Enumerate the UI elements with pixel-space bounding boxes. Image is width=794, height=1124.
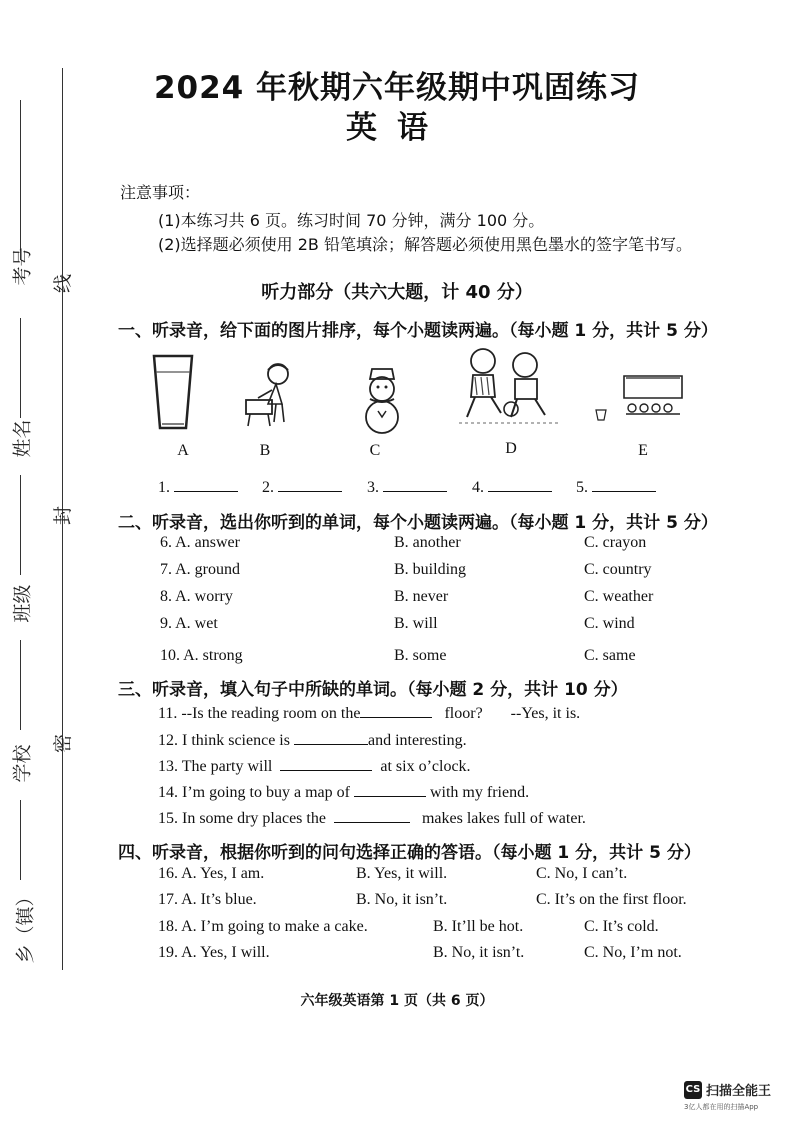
q7-option-b[interactable]: B. building — [394, 561, 467, 578]
notes-heading: 注意事项： — [120, 183, 201, 202]
q19-option-c[interactable]: C. No, I’m not. — [584, 944, 682, 961]
q10-option-c[interactable]: C. same — [584, 647, 636, 664]
q19-option-a[interactable]: 19. A. Yes, I will. — [158, 944, 270, 961]
q16-option-c[interactable]: C. No, I can’t. — [536, 865, 628, 882]
q14-blank[interactable] — [354, 782, 426, 797]
q6-option-a[interactable]: 6. A. answer — [160, 534, 240, 551]
line-mark: 线 — [52, 273, 75, 294]
q9-option-b[interactable]: B. will — [394, 615, 438, 632]
school-label: 学校 — [11, 744, 34, 783]
question-12: 12. I think science is and interesting. — [158, 732, 467, 749]
q7-option-a[interactable]: 7. A. ground — [160, 561, 240, 578]
scanner-watermark — [684, 1080, 784, 1112]
q18-option-b[interactable]: B. It’ll be hot. — [433, 918, 524, 935]
q8-option-b[interactable]: B. never — [394, 588, 449, 605]
question-11: 11. --Is the reading room on the floor? --Yes, it is. — [158, 705, 581, 722]
town-rule — [20, 800, 21, 880]
listening-heading: 听力部分（共六大题，计 40 分） — [261, 282, 533, 303]
q8-option-a[interactable]: 8. A. worry — [160, 588, 233, 605]
section-3-title: 三、听录音，填入句子中所缺的单词。（每小题 2 分，共计 10 分） — [118, 680, 628, 700]
q13-blank[interactable] — [280, 756, 372, 771]
seal-mark: 封 — [52, 505, 75, 526]
q9-option-c[interactable]: C. wind — [584, 615, 635, 632]
question-13: 13. The party will at six o’clock. — [158, 758, 471, 775]
class-label: 班级 — [11, 584, 34, 623]
answer-blank-5[interactable]: 5. — [576, 477, 656, 497]
answer-blank-2[interactable]: 2. — [262, 477, 342, 497]
notes-item-2: (2)选择题必须使用 2B 铅笔填涂；解答题必须使用黑色墨水的签字笔书写。 — [158, 235, 692, 254]
notes-item-1: (1)本练习共 6 页。练习时间 70 分钟，满分 100 分。 — [158, 211, 545, 230]
q10-option-a[interactable]: 10. A. strong — [160, 647, 243, 664]
q11-blank[interactable] — [360, 703, 432, 718]
q15-blank[interactable] — [334, 808, 410, 823]
q16-option-b[interactable]: B. Yes, it will. — [356, 865, 448, 882]
section-1-title: 一、听录音，给下面的图片排序，每个小题读两遍。（每小题 1 分，共计 5 分） — [118, 321, 718, 341]
question-14: 14. I’m going to buy a map of with my friend. — [158, 784, 530, 801]
q19-option-b[interactable]: B. No, it isn’t. — [433, 944, 525, 961]
answer-blank-3[interactable]: 3. — [367, 477, 447, 497]
page-footer: 六年级英语第 1 页（共 6 页） — [300, 993, 494, 1009]
answer-blank-1[interactable]: 1. — [158, 477, 238, 497]
q18-option-a[interactable]: 18. A. I’m going to make a cake. — [158, 918, 368, 935]
q7-option-c[interactable]: C. country — [584, 561, 652, 578]
q17-option-b[interactable]: B. No, it isn’t. — [356, 891, 448, 908]
secret-mark: 密 — [52, 733, 75, 754]
q17-option-c[interactable]: C. It’s on the first floor. — [536, 891, 687, 908]
picture-label-e: E — [638, 442, 648, 459]
page-title: 2024 年秋期六年级期中巩固练习 — [153, 70, 641, 106]
q9-option-a[interactable]: 9. A. wet — [160, 615, 218, 632]
q8-option-c[interactable]: C. weather — [584, 588, 654, 605]
q6-option-b[interactable]: B. another — [394, 534, 461, 551]
picture-label-d: D — [505, 440, 517, 457]
q18-option-c[interactable]: C. It’s cold. — [584, 918, 659, 935]
glass-picture — [148, 350, 198, 435]
name-label: 姓名 — [11, 419, 34, 458]
school-rule — [20, 640, 21, 730]
q17-option-a[interactable]: 17. A. It’s blue. — [158, 891, 257, 908]
snowman-picture — [352, 365, 412, 435]
question-15: 15. In some dry places the makes lakes full of water. — [158, 810, 586, 827]
subject-title: 英语 — [346, 110, 448, 146]
q12-blank[interactable] — [294, 730, 368, 745]
exam-number-label: 考号 — [11, 247, 34, 286]
section-4-title: 四、听录音，根据你听到的问句选择正确的答语。（每小题 1 分，共计 5 分） — [118, 843, 701, 863]
section-2-title: 二、听录音，选出你听到的单词，每个小题读两遍。（每小题 1 分，共计 5 分） — [118, 513, 718, 533]
boys-playing-football-picture — [455, 345, 565, 430]
class-rule-top — [20, 475, 21, 575]
picture-label-b: B — [259, 442, 271, 459]
answer-blank-4[interactable]: 4. — [472, 477, 552, 497]
name-rule — [20, 318, 21, 418]
girl-washing-picture — [238, 360, 298, 430]
town-label: 乡（镇） — [14, 887, 37, 964]
cs-logo-icon: CS — [684, 1081, 702, 1099]
scanner-tagline: 3亿人都在用的扫描App — [684, 1103, 759, 1111]
classroom-picture — [590, 370, 685, 425]
q16-option-a[interactable]: 16. A. Yes, I am. — [158, 865, 265, 882]
scanner-name: 扫描全能王 — [706, 1084, 772, 1099]
q6-option-c[interactable]: C. crayon — [584, 534, 647, 551]
picture-label-c: C — [369, 442, 381, 459]
q10-option-b[interactable]: B. some — [394, 647, 447, 664]
picture-label-a: A — [177, 442, 189, 459]
